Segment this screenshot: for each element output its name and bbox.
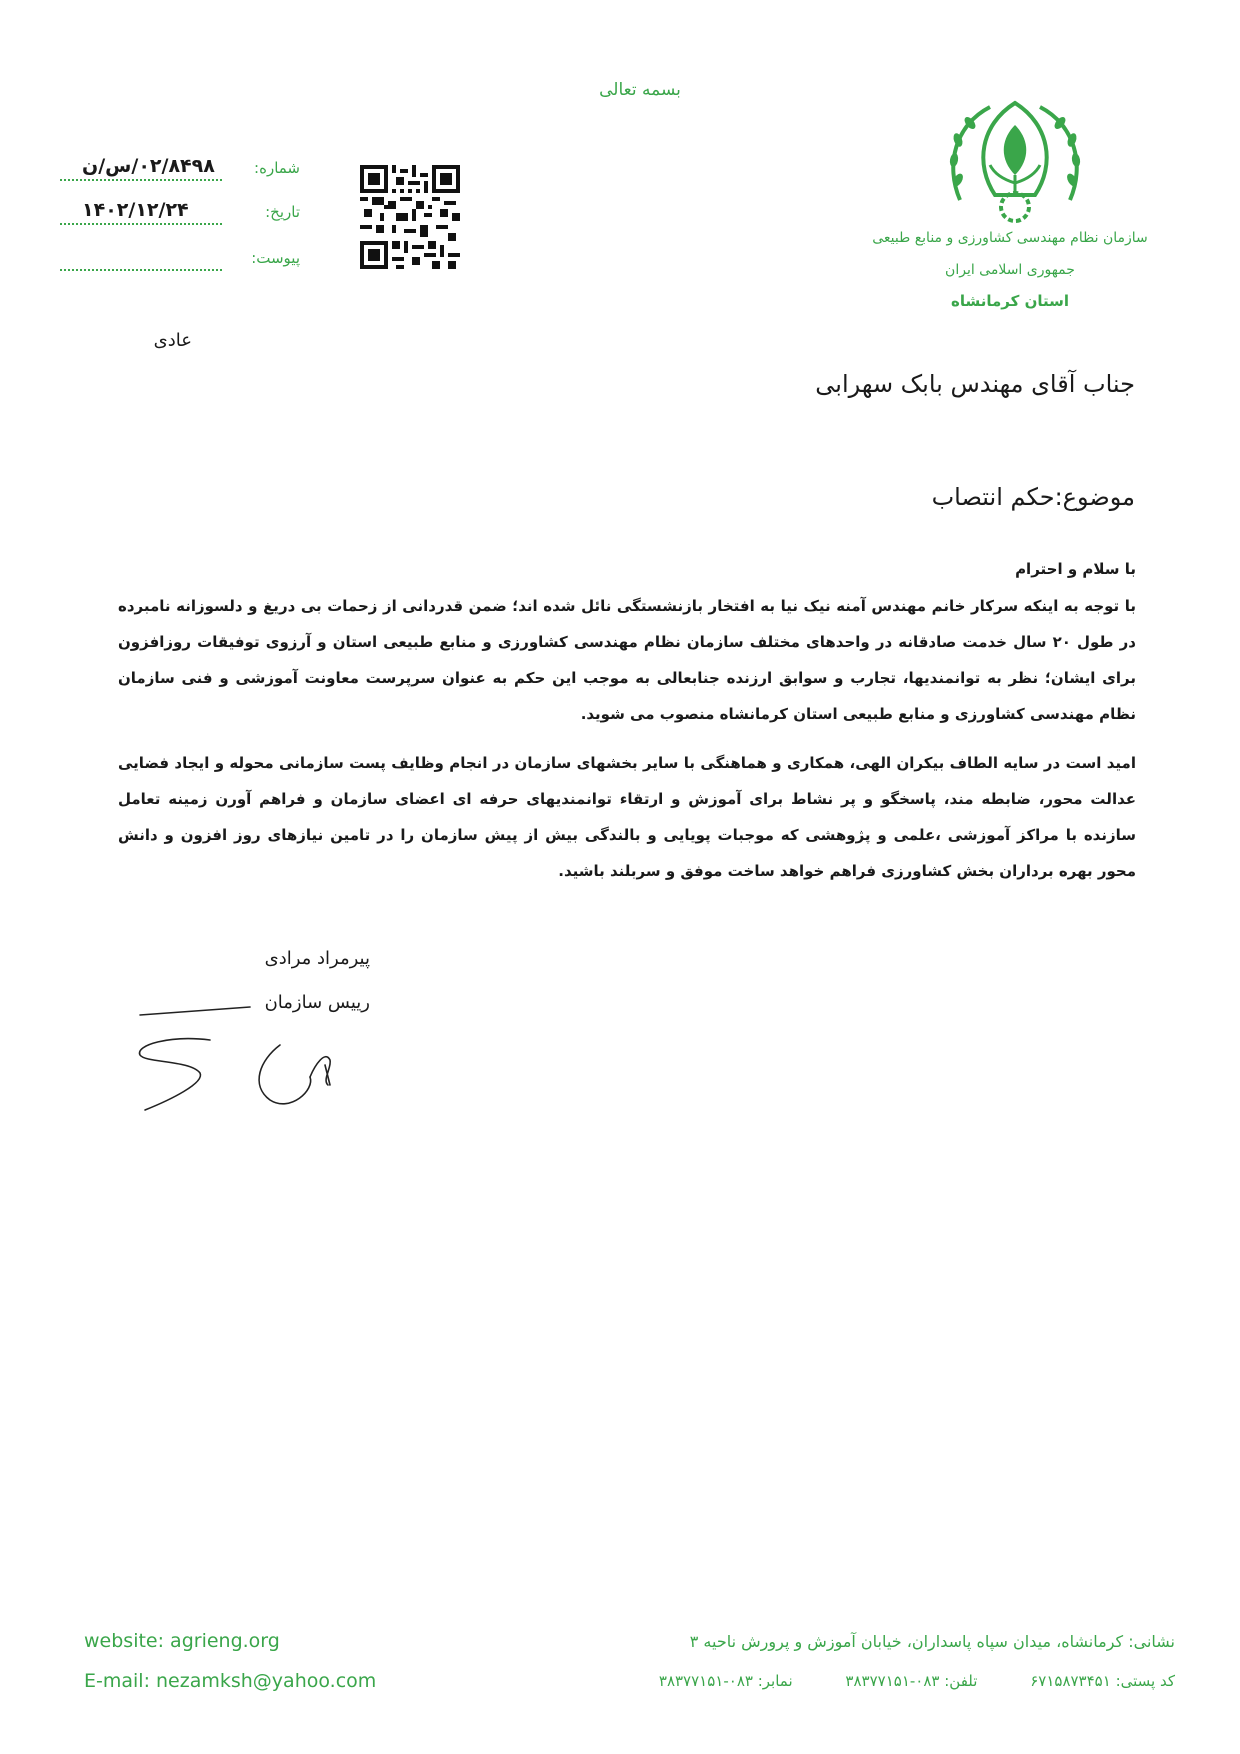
footer-fax: نمابر: ۰۸۳-۳۸۳۷۷۱۵۱ (658, 1672, 793, 1690)
date-label: تاریخ: (265, 203, 300, 221)
body-paragraph-1: با توجه به اینکه سرکار خانم مهندس آمنه نیک نیا به افتخار بازنشستگی نائل شده اند؛ ضمن قدردانی از زحمات بی دریغ و دلسوزانه نامبرده در طول ۲۰ سال خدمت صادقانه در واحدهای مختلف سازمان نظام مهندسی کشاورزی و منابع طبیعی استان و آرزوی توفیقات روزافزون برای ایشان؛ نظر به توانمندیها، تجارب و سوابق ارزنده جنابعالی به موجب این حکم به عنوان سرپرست معاونت آموزشی و فنی سازمان نظام مهندسی کشاورزی و منابع طبیعی استان کرمانشاه منصوب می شوید. (118, 597, 1136, 723)
attachment-label: پیوست: (251, 249, 300, 267)
organization-logo (940, 95, 1090, 225)
footer-postal-code: کد پستی: ۶۷۱۵۸۷۳۴۵۱ (1030, 1672, 1175, 1690)
handwritten-signature (130, 1005, 380, 1120)
signer-name: پیرمراد مرادی (264, 948, 370, 969)
org-name-line2: جمهوری اسلامی ایران (945, 262, 1075, 278)
signer-title: رییس سازمان (264, 992, 370, 1013)
number-value: ۰۲/۸۴۹۸/س/ن (82, 155, 215, 177)
footer-contact (500, 1672, 1175, 1690)
meta-date (60, 199, 300, 229)
greeting: با سلام و احترام (1015, 560, 1136, 578)
footer-website: website: agrieng.org (84, 1630, 280, 1652)
body-paragraph-2: امید است در سایه الطاف بیکران الهی، همکاری و هماهنگی با سایر بخشهای سازمان در انجام وظایف پست سازمانی محوله و ایجاد فضایی عدالت محور، ضابطه مند، پاسخگو و پر نشاط برای آموزش و ارتقاء توانمندیهای حرفه ای اعضای سازمان و فراهم آورن زمینه تعامل سازنده با مراکز آموزشی ،علمی و پژوهشی که موجبات پویایی و بالندگی بیش از پیش سازمان را در تامین نیازهای روز افزون و دانش محور بهره برداران بخش کشاورزی فراهم خواهد ساخت موفق و سربلند باشید. (118, 754, 1136, 880)
number-label: شماره: (254, 159, 300, 177)
meta-attachment (60, 245, 300, 275)
qr-code (360, 165, 460, 269)
meta-number (60, 155, 300, 185)
footer-address: نشانی: کرمانشاه، میدان سپاه پاسداران، خیابان آموزش و پرورش ناحیه ۳ (689, 1632, 1175, 1651)
footer-phone: تلفن: ۰۸۳-۳۸۳۷۷۱۵۱ (845, 1672, 978, 1690)
org-province: استان کرمانشاه (950, 292, 1070, 310)
bismillah-heading: بسمه تعالی (599, 80, 681, 100)
recipient: جناب آقای مهندس بابک سهرابی (815, 370, 1135, 398)
classification-label: عادی (153, 330, 192, 351)
footer-email: E-mail: nezamksh@yahoo.com (84, 1670, 377, 1692)
date-value: ۱۴۰۲/۱۲/۲۴ (82, 199, 189, 221)
org-name-line1: سازمان نظام مهندسی کشاورزی و منابع طبیعی (872, 230, 1148, 246)
subject: موضوع:حکم انتصاب (931, 483, 1135, 511)
